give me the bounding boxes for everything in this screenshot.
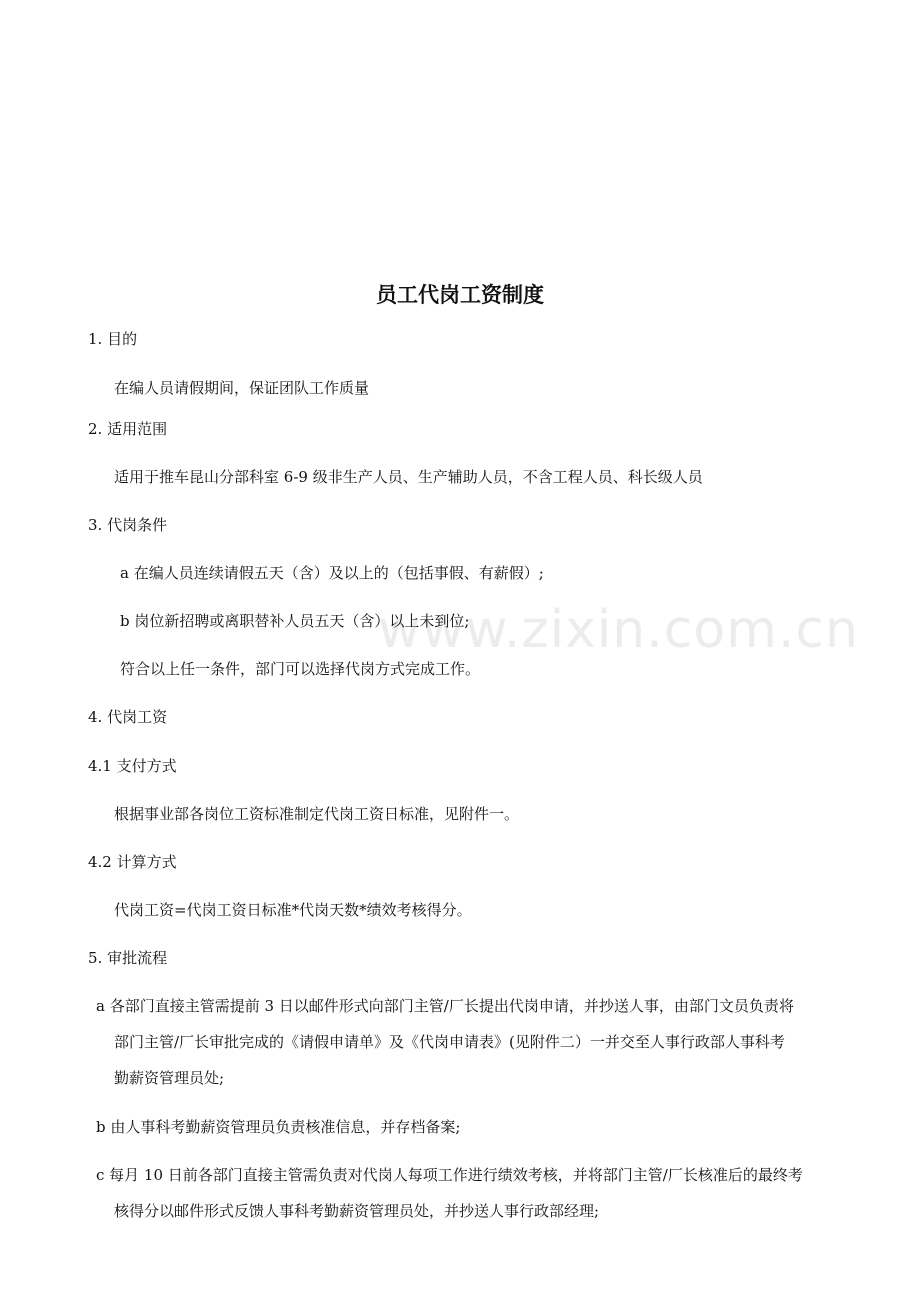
section-4-heading: 4. 代岗工资: [88, 708, 168, 726]
section-1-body: 在编人员请假期间，保证团队工作质量: [114, 379, 370, 397]
section-1-heading: 1. 目的: [88, 330, 138, 348]
section-4-2-heading: 4.2 计算方式: [88, 853, 177, 871]
section-5-item-b: b 由人事科考勤薪资管理员负责核准信息，并存档备案;: [96, 1118, 461, 1136]
section-3-heading: 3. 代岗条件: [88, 516, 168, 534]
section-3-note: 符合以上任一条件，部门可以选择代岗方式完成工作。: [120, 660, 481, 678]
section-2-heading: 2. 适用范围: [88, 420, 168, 438]
section-5-heading: 5. 审批流程: [88, 949, 168, 967]
section-5-item-c-line-2: 核得分以邮件形式反馈人事科考勤薪资管理员处，并抄送人事行政部经理;: [114, 1202, 600, 1220]
section-5-item-a-line-3: 勤薪资管理员处;: [114, 1069, 225, 1087]
section-5-item-c-line-1: c 每月 10 日前各部门直接主管需负责对代岗人每项工作进行绩效考核，并将部门主管/厂长核准后的最终考: [96, 1166, 803, 1184]
document-title: 员工代岗工资制度: [376, 283, 544, 307]
watermark: www.zixin.com.cn: [378, 600, 859, 660]
section-5-item-a-line-2: 部门主管/厂长审批完成的《请假申请单》及《代岗申请表》(见附件二）一并交至人事行政部人事科考: [114, 1033, 785, 1051]
section-5-item-a-line-1: a 各部门直接主管需提前 3 日以邮件形式向部门主管/厂长提出代岗申请，并抄送人事，由部门文员负责将: [96, 997, 794, 1015]
section-3-item-a: a 在编人员连续请假五天（含）及以上的（包括事假、有薪假）;: [120, 564, 544, 582]
section-4-1-heading: 4.1 支付方式: [88, 757, 177, 775]
section-2-body: 适用于推车昆山分部科室 6-9 级非生产人员、生产辅助人员，不含工程人员、科长级人员: [114, 468, 703, 486]
section-4-2-body: 代岗工资=代岗工资日标准*代岗天数*绩效考核得分。: [114, 901, 472, 919]
section-4-1-body: 根据事业部各岗位工资标准制定代岗工资日标准，见附件一。: [114, 805, 520, 823]
section-3-item-b: b 岗位新招聘或离职替补人员五天（含）以上未到位;: [120, 612, 470, 630]
